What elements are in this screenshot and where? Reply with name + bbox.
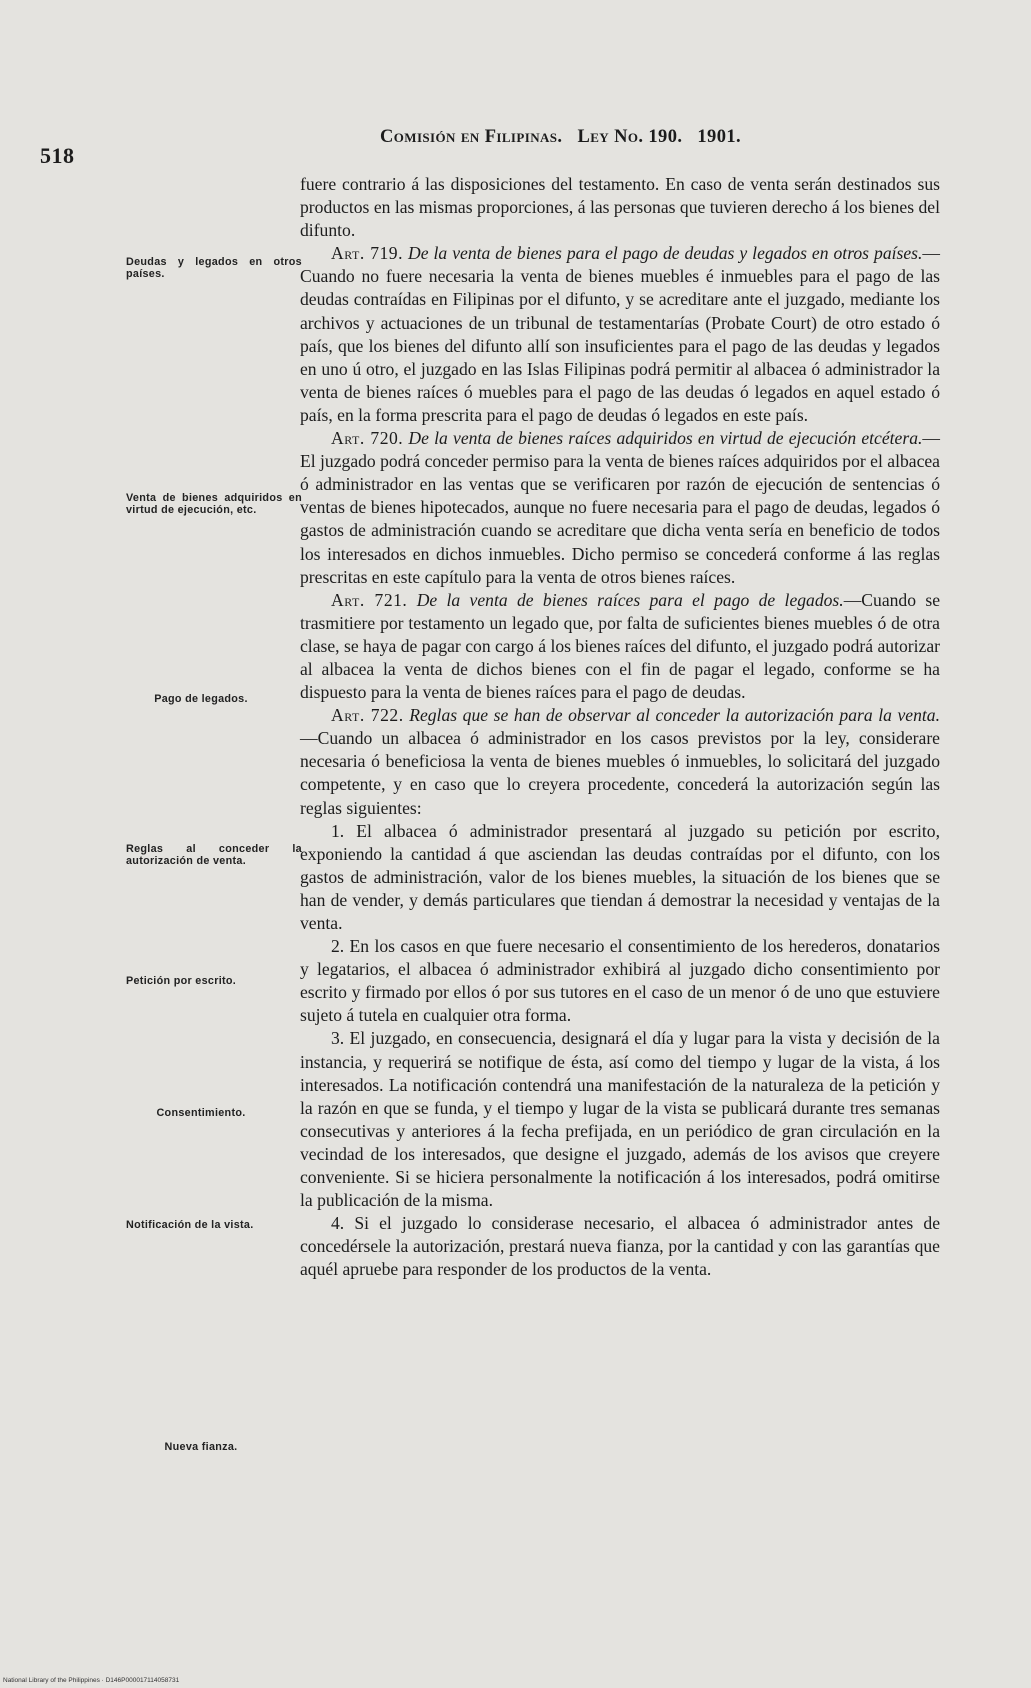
margin-note-pago-legados: Pago de legados. bbox=[154, 693, 248, 705]
article-721-text: —Cuando se trasmitiere por testamento un legado que, por falta de suficientes bienes muebles ó de otra clase, se haya de pagar con cargo á los bienes raíces del difunto, el juzgado podrá autorizar al albacea la venta de dichos bienes con el fin de pagar el legado, conforme se ha dispuesto para la venta de bienes raíces para el pago de deudas. bbox=[300, 589, 940, 703]
running-head bbox=[380, 127, 751, 148]
footer-credit: National Library of the Philippines · D146P000017114058731 bbox=[3, 1677, 180, 1684]
paragraph-continuation: fuere contrario á las disposiciones del testamento. En caso de venta serán destinados sus productos en las mismas proporciones, á las personas que tuvieren derecho á los bienes del difunto. bbox=[300, 174, 940, 241]
article-720-text: —El juzgado podrá conceder permiso para la venta de bienes raíces adquiridos por el albacea ó administrador en las ventas que se verificaren por razón de ejecución de sentencias ó ventas de bienes hipotecados, aunque no fuere necesaria para el pago de deudas, legados ó gastos de administración cuando se acreditare que dicha venta sería en beneficio de todos los interesados en dichos inmuebles. Dicho permiso se concederá conforme á las reglas prescritas en este capítulo para la venta de otros bienes raíces. bbox=[300, 428, 940, 587]
article-720-number: Art. 720. bbox=[331, 428, 404, 449]
article-719-text: —Cuando no fuere necesaria la venta de bienes muebles é inmuebles para el pago de las deudas contraídas en Filipinas por el difunto, y se acreditare ante el juzgado, mediante los archivos y actuaciones de un tribunal de testamentarías (Probate Court) de otro estado ó país, que los bienes del difunto allí son insuficientes para el pago de las deudas y legados en uno ú otro, el juzgado en las Islas Filipinas podrá permitir al albacea ó administrador la venta de bienes raíces ó muebles para el pago de las deudas ó legados en aquel estado ó país, en la forma prescrita para el pago de deudas ó legados en este país. bbox=[300, 243, 941, 425]
running-head-year: 1901. bbox=[697, 127, 742, 147]
article-722 bbox=[300, 704, 940, 819]
article-719-number: Art. 719. bbox=[331, 243, 404, 264]
article-721-number: Art. 721. bbox=[331, 589, 408, 610]
rule-4: 4. Si el juzgado lo considerase necesario, el albacea ó administrador antes de concedérsele la autorización, prestará nueva fianza, por la cantidad y con las garantías que aquél apruebe para responder de los productos de la venta. bbox=[300, 1213, 940, 1280]
article-722-number: Art. 722. bbox=[331, 705, 404, 726]
article-722-text: —Cuando un albacea ó administrador en los casos previstos por la ley, considerare necesaria ó beneficiosa la venta de bienes muebles ó inmuebles, lo solicitará del juzgado competente, y en caso que lo creyera procedente, concederá la autorización según las reglas siguientes: bbox=[300, 728, 940, 818]
running-head-title: Comisión en Filipinas. bbox=[380, 127, 563, 147]
rule-1: 1. El albacea ó administrador presentará al juzgado su petición por escrito, exponiendo la cantidad á que asciendan las deudas contraídas por el difunto, con los gastos de administración, valor de los bienes muebles, la situación de los bienes que se han de vender, y demás particulares que tiendan á demostrar la necesidad y ventajas de la venta. bbox=[300, 820, 940, 933]
margin-note-nueva-fianza: Nueva fianza. bbox=[164, 1441, 238, 1453]
page-number: 518 bbox=[40, 143, 75, 168]
article-719 bbox=[300, 242, 940, 427]
article-719-title: De la venta de bienes para el pago de deudas y legados en otros países. bbox=[408, 243, 923, 264]
margin-note-consentimiento: Consentimiento. bbox=[156, 1107, 246, 1119]
margin-note-notificacion: Notificación de la vista. bbox=[126, 1219, 254, 1231]
margin-note-reglas: Reglas al conceder la autorización de venta. bbox=[126, 843, 302, 867]
margin-note-deudas: Deudas y legados en otros países. bbox=[126, 256, 302, 280]
article-720 bbox=[300, 427, 940, 589]
article-720-title: De la venta de bienes raíces adquiridos en virtud de ejecución etcétera. bbox=[408, 428, 923, 449]
article-721 bbox=[300, 589, 940, 704]
running-head-law: Ley No. 190. bbox=[577, 127, 683, 147]
margin-note-venta-bienes: Venta de bienes adquiridos en virtud de ejecución, etc. bbox=[126, 492, 302, 516]
rule-3: 3. El juzgado, en consecuencia, designará el día y lugar para la vista y decisión de la instancia, y requerirá se notifique de ésta, así como del tiempo y lugar de la vista, á los interesados. La notificación contendrá una manifestación de la naturaleza de la petición y la razón en que se funda, y el tiempo y lugar de la vista se publicará durante tres semanas consecutivas y anteriores á la fecha prefijada, en un periódico de gran circulación en la vecindad de los interesados, que designe el juzgado, además de los avisos que creyere conveniente. Si se hiciera personalmente la notificación á los interesados, podrá omitirse la publicación de la misma. bbox=[300, 1028, 940, 1211]
article-721-title: De la venta de bienes raíces para el pago de legados. bbox=[416, 589, 844, 610]
article-722-title: Reglas que se han de observar al conceder la autorización para la venta. bbox=[409, 705, 941, 726]
rule-2: 2. En los casos en que fuere necesario el consentimiento de los herederos, donatarios y legatarios, el albacea ó administrador exhibirá al juzgado dicho consentimiento por escrito y firmado por ellos ó por sus tutores en el caso de un menor ó de uno que estuviere sujeto á tutela en cualquier otra forma. bbox=[300, 936, 940, 1026]
margin-note-peticion: Petición por escrito. bbox=[126, 975, 237, 987]
main-text bbox=[300, 173, 940, 1282]
